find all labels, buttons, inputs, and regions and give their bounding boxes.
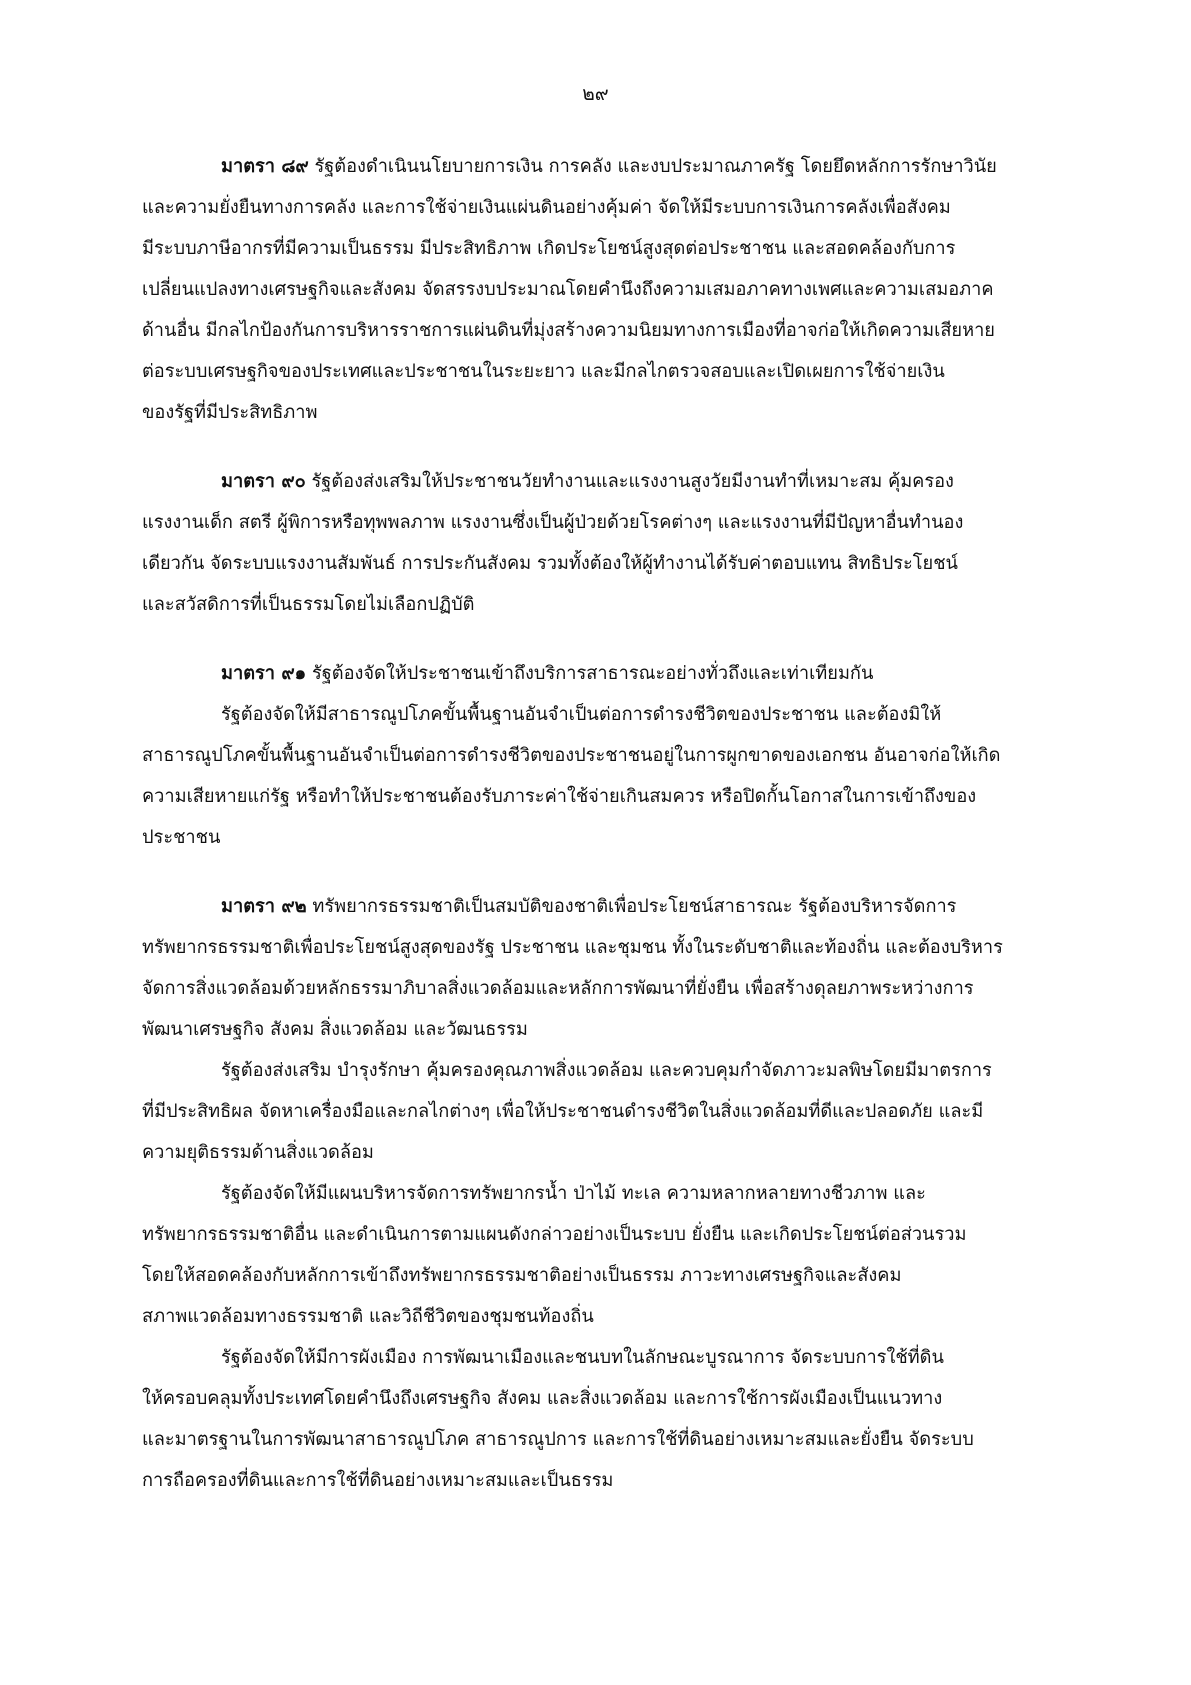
line-text: ให้ครอบคลุมทั้งประเทศโดยคำนึงถึงเศรษฐกิจ สังคม และสิ่งแวดล้อม และการใช้การผังเมืองเป็นแนวทาง <box>142 1388 943 1409</box>
line-text: เดียวกัน จัดระบบแรงงานสัมพันธ์ การประกันสังคม รวมทั้งต้องให้ผู้ทำงานได้รับค่าตอบแทน สิทธิประโยชน์ <box>142 553 958 574</box>
line-text: การถือครองที่ดินและการใช้ที่ดินอย่างเหมาะสมและเป็นธรรม <box>142 1470 614 1491</box>
text-line <box>142 968 1067 1009</box>
section-label: มาตรา ๘๙ <box>221 156 309 177</box>
text-line <box>142 1296 1067 1337</box>
text-line <box>142 543 1067 584</box>
text-line <box>142 886 1067 927</box>
section-gap <box>142 625 1067 653</box>
text-line <box>142 146 1067 187</box>
line-text: ความเสียหายแก่รัฐ หรือทำให้ประชาชนต้องรับภาระค่าใช้จ่ายเกินสมควร หรือปิดกั้นโอกาสในการเข้าถึงของ <box>142 786 977 807</box>
line-text: รัฐต้องดำเนินนโยบายการเงิน การคลัง และงบประมาณภาครัฐ โดยยึดหลักการรักษาวินัย <box>308 156 997 177</box>
line-text: รัฐต้องจัดให้มีแผนบริหารจัดการทรัพยากรน้ำ ป่าไม้ ทะเล ความหลากหลายทางชีวภาพ และ <box>221 1183 926 1204</box>
text-line <box>142 1214 1067 1255</box>
text-line <box>142 694 1067 735</box>
line-text: และสวัสดิการที่เป็นธรรมโดยไม่เลือกปฏิบัติ <box>142 594 475 615</box>
line-text: สาธารณูปโภคขั้นพื้นฐานอันจำเป็นต่อการดำรงชีวิตของประชาชนอยู่ในการผูกขาดของเอกชน อันอาจก่อให้เกิด <box>142 745 1001 766</box>
line-text: รัฐต้องจัดให้ประชาชนเข้าถึงบริการสาธารณะอย่างทั่วถึงและเท่าเทียมกัน <box>306 663 874 684</box>
text-line <box>142 1419 1067 1460</box>
line-text: ความยุติธรรมด้านสิ่งแวดล้อม <box>142 1142 374 1163</box>
text-line <box>142 351 1067 392</box>
line-text: จัดการสิ่งแวดล้อมด้วยหลักธรรมาภิบาลสิ่งแวดล้อมและหลักการพัฒนาที่ยั่งยืน เพื่อสร้างดุลยภาพระหว่างการ <box>142 978 974 999</box>
section-label: มาตรา ๙๐ <box>221 471 306 492</box>
section-gap <box>142 858 1067 886</box>
line-text: เปลี่ยนแปลงทางเศรษฐกิจและสังคม จัดสรรงบประมาณโดยคำนึงถึงความเสมอภาคทางเพศและความเสมอภาค <box>142 279 994 300</box>
text-line <box>142 1132 1067 1173</box>
line-text: รัฐต้องส่งเสริม บำรุงรักษา คุ้มครองคุณภาพสิ่งแวดล้อม และควบคุมกำจัดภาวะมลพิษโดยมีมาตรการ <box>221 1060 992 1081</box>
line-text: โดยให้สอดคล้องกับหลักการเข้าถึงทรัพยากรธรรมชาติอย่างเป็นธรรม ภาวะทางเศรษฐกิจและสังคม <box>142 1265 902 1286</box>
section-label: มาตรา ๙๑ <box>221 663 307 684</box>
text-line <box>142 1009 1067 1050</box>
text-line <box>142 927 1067 968</box>
page-number: ๒๙ <box>582 83 609 105</box>
text-line <box>142 735 1067 776</box>
text-line <box>142 310 1067 351</box>
document-body <box>142 146 1067 1501</box>
section-label: มาตรา ๙๒ <box>221 896 307 917</box>
line-text: พัฒนาเศรษฐกิจ สังคม สิ่งแวดล้อม และวัฒนธรรม <box>142 1019 528 1040</box>
line-text: รัฐต้องจัดให้มีการผังเมือง การพัฒนาเมืองและชนบทในลักษณะบูรณาการ จัดระบบการใช้ที่ดิน <box>221 1347 944 1368</box>
text-line <box>142 817 1067 858</box>
line-text: ทรัพยากรธรรมชาติเพื่อประโยชน์สูงสุดของรัฐ ประชาชน และชุมชน ทั้งในระดับชาติและท้องถิ่น และต้องบริหาร <box>142 937 1003 958</box>
line-text: ด้านอื่น มีกลไกป้องกันการบริหารราชการแผ่นดินที่มุ่งสร้างความนิยมทางการเมืองที่อาจก่อให้เกิดความเสียหาย <box>142 320 995 341</box>
text-line <box>142 187 1067 228</box>
text-line <box>142 1337 1067 1378</box>
line-text: สภาพแวดล้อมทางธรรมชาติ และวิถีชีวิตของชุมชนท้องถิ่น <box>142 1306 594 1327</box>
section <box>142 461 1067 625</box>
section <box>142 146 1067 433</box>
section <box>142 886 1067 1501</box>
text-line <box>142 461 1067 502</box>
line-text: มีระบบภาษีอากรที่มีความเป็นธรรม มีประสิทธิภาพ เกิดประโยชน์สูงสุดต่อประชาชน และสอดคล้องกับการ <box>142 238 956 259</box>
text-line <box>142 776 1067 817</box>
line-text: แรงงานเด็ก สตรี ผู้พิการหรือทุพพลภาพ แรงงานซึ่งเป็นผู้ป่วยด้วยโรคต่างๆ และแรงงานที่มีปัญหาอื่นทำนอง <box>142 512 964 533</box>
line-text: รัฐต้องส่งเสริมให้ประชาชนวัยทำงานและแรงงานสูงวัยมีงานทำที่เหมาะสม คุ้มครอง <box>305 471 954 492</box>
section <box>142 653 1067 858</box>
text-line <box>142 1460 1067 1501</box>
line-text: รัฐต้องจัดให้มีสาธารณูปโภคขั้นพื้นฐานอันจำเป็นต่อการดำรงชีวิตของประชาชน และต้องมิให้ <box>221 704 942 725</box>
text-line <box>142 1173 1067 1214</box>
line-text: ทรัพยากรธรรมชาติเป็นสมบัติของชาติเพื่อประโยชน์สาธารณะ รัฐต้องบริหารจัดการ <box>306 896 957 917</box>
text-line <box>142 1050 1067 1091</box>
line-text: ประชาชน <box>142 827 221 848</box>
text-line <box>142 653 1067 694</box>
text-line <box>142 1255 1067 1296</box>
line-text: และความยั่งยืนทางการคลัง และการใช้จ่ายเงินแผ่นดินอย่างคุ้มค่า จัดให้มีระบบการเงินการคลังเพื่อสังคม <box>142 197 951 218</box>
line-text: และมาตรฐานในการพัฒนาสาธารณูปโภค สาธารณูปการ และการใช้ที่ดินอย่างเหมาะสมและยั่งยืน จัดระบบ <box>142 1429 974 1450</box>
line-text: ของรัฐที่มีประสิทธิภาพ <box>142 402 318 423</box>
text-line <box>142 269 1067 310</box>
text-line <box>142 502 1067 543</box>
text-line <box>142 584 1067 625</box>
text-line <box>142 228 1067 269</box>
line-text: ทรัพยากรธรรมชาติอื่น และดำเนินการตามแผนดังกล่าวอย่างเป็นระบบ ยั่งยืน และเกิดประโยชน์ต่อส่วนรวม <box>142 1224 967 1245</box>
text-line <box>142 1378 1067 1419</box>
text-line <box>142 1091 1067 1132</box>
line-text: ต่อระบบเศรษฐกิจของประเทศและประชาชนในระยะยาว และมีกลไกตรวจสอบและเปิดเผยการใช้จ่ายเงิน <box>142 361 945 382</box>
section-gap <box>142 433 1067 461</box>
text-line <box>142 392 1067 433</box>
line-text: ที่มีประสิทธิผล จัดหาเครื่องมือและกลไกต่างๆ เพื่อให้ประชาชนดำรงชีวิตในสิ่งแวดล้อมที่ดีและปลอดภัย และมี <box>142 1101 984 1122</box>
